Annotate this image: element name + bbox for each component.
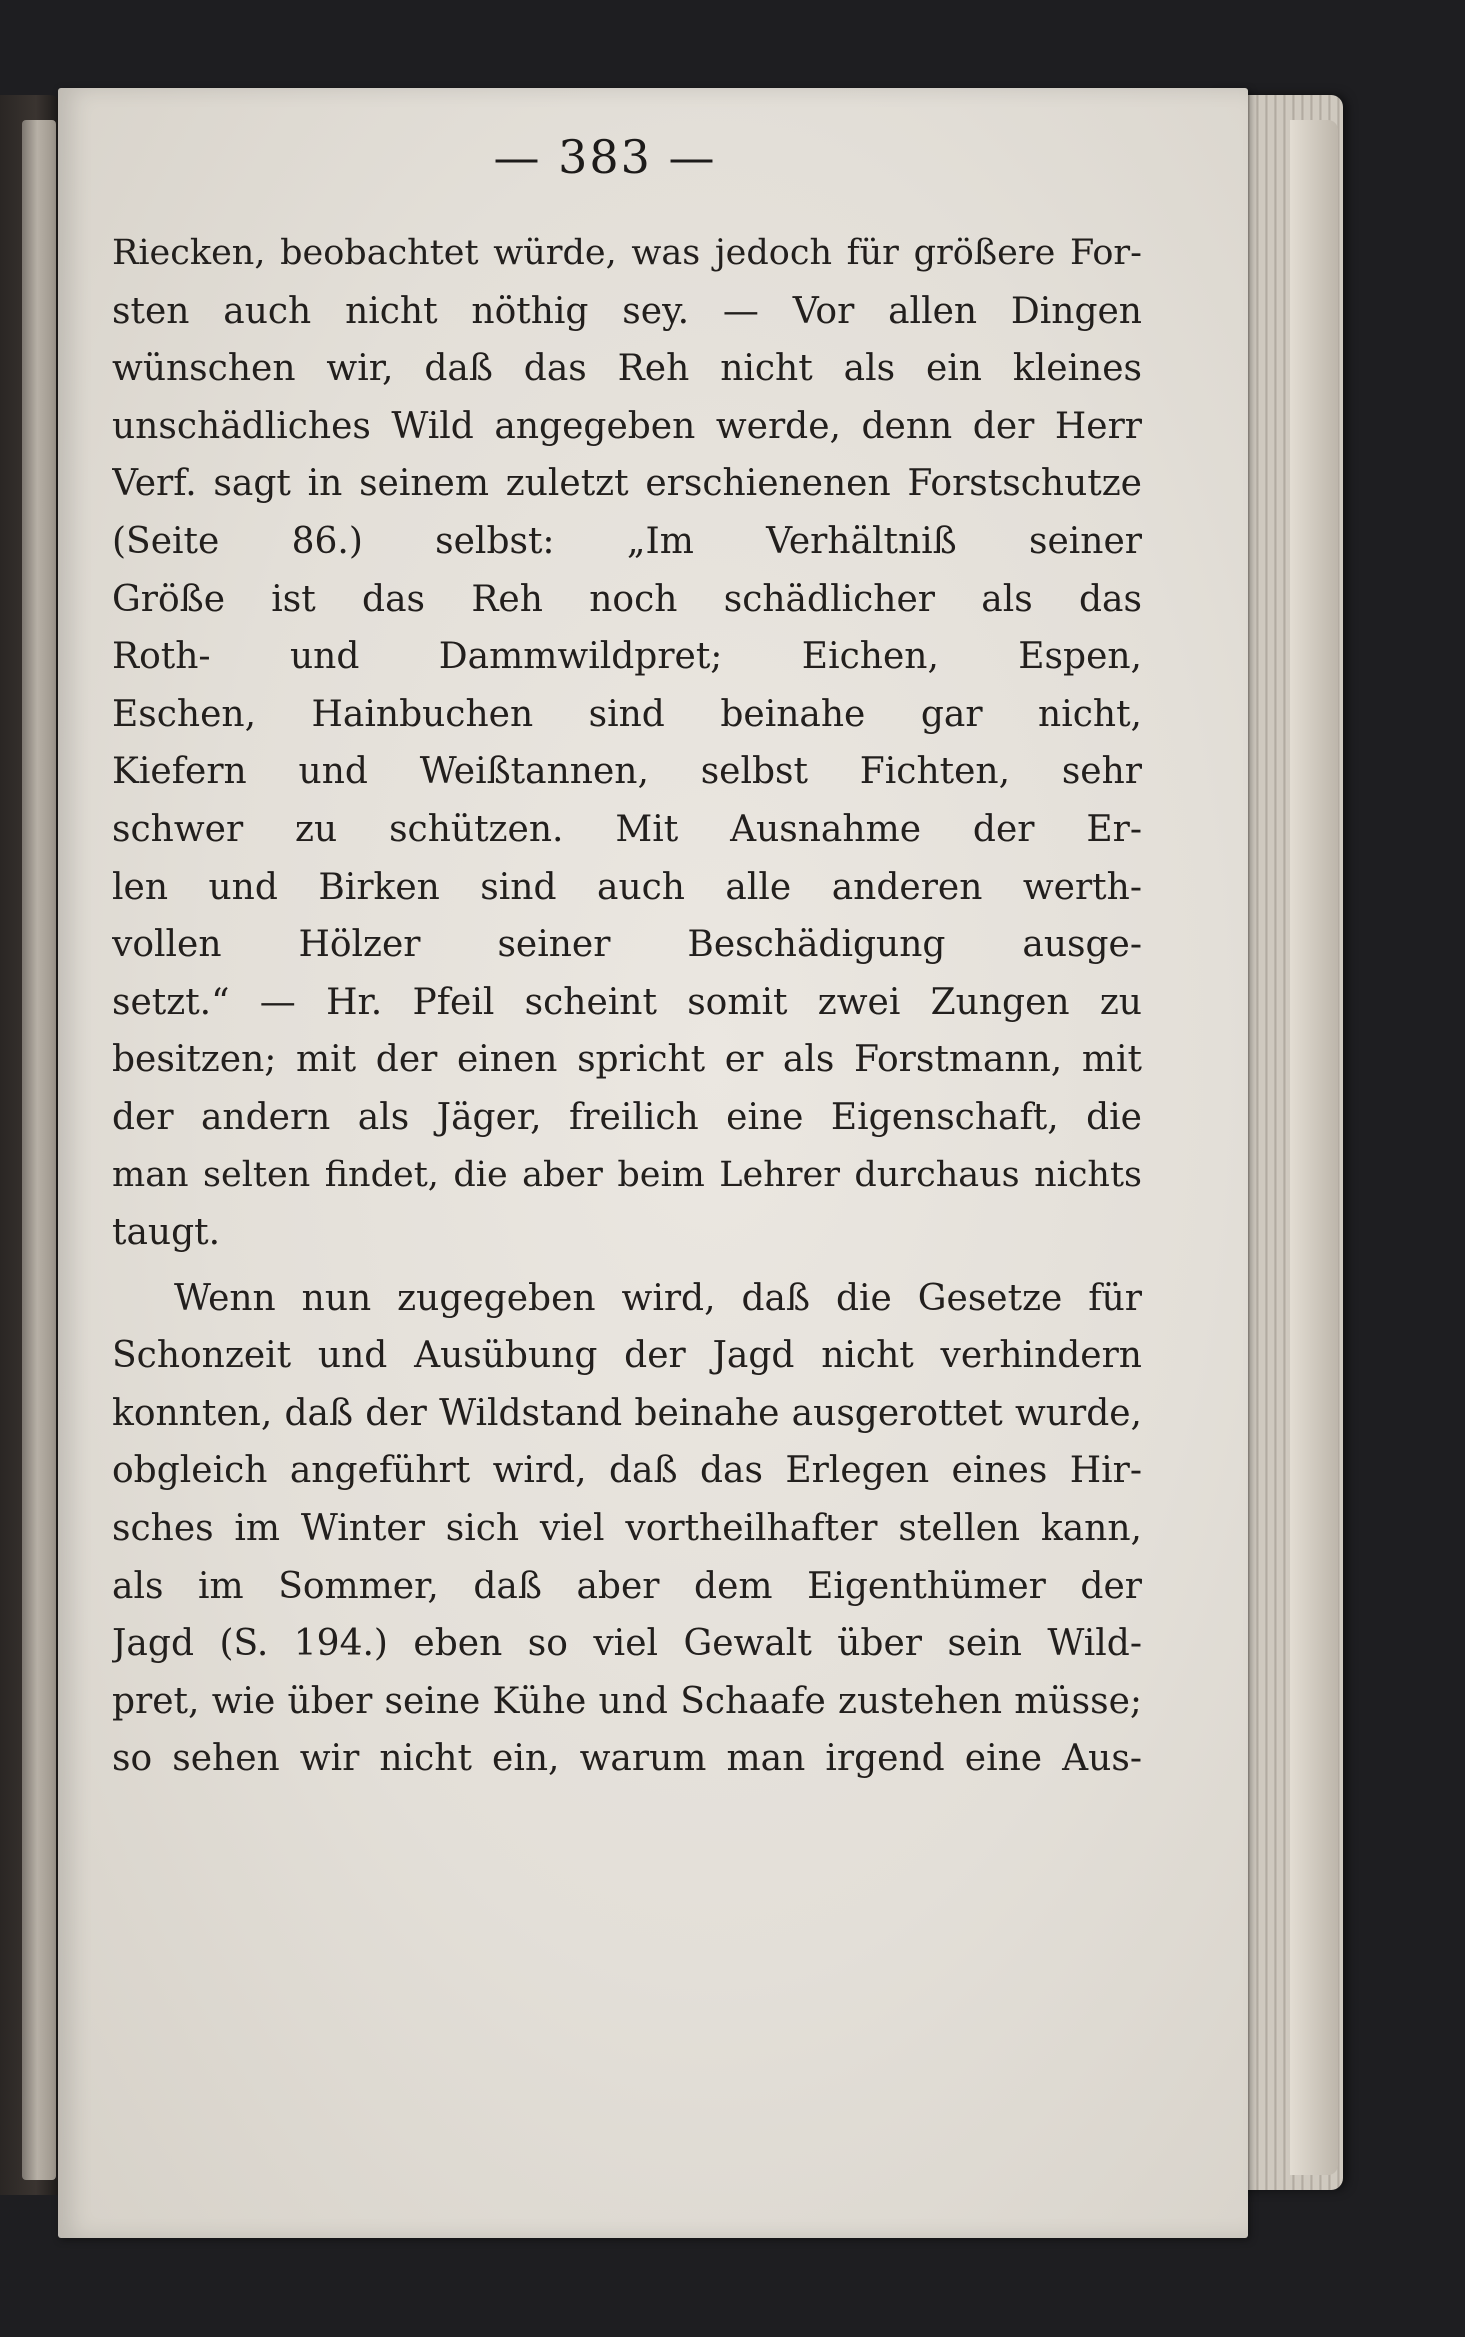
text-line: besitzen; mit der einen spricht er als Forstmann, mit — [112, 1039, 1142, 1081]
text-line: Größe ist das Reh noch schädlicher als das — [112, 578, 1142, 620]
text-line: len und Birken sind auch alle anderen werth- — [112, 866, 1142, 908]
text-line: Kiefern und Weißtannen, selbst Fichten, sehr — [112, 751, 1142, 793]
page-stack-edge — [1290, 120, 1338, 2175]
paragraph-2 — [112, 1270, 1142, 1788]
text-line: vollen Hölzer seiner Beschädigung ausge- — [112, 924, 1142, 966]
text-line: Jagd (S. 194.) eben so viel Gewalt über sein Wild- — [112, 1623, 1142, 1665]
facing-page-edge — [22, 120, 56, 2180]
text-line: sches im Winter sich viel vortheilhafter stellen kann, — [112, 1508, 1142, 1550]
text-line: Wenn nun zugegeben wird, daß die Gesetze für — [174, 1277, 1142, 1319]
paragraph-gap — [112, 1262, 1142, 1270]
text-line: Schonzeit und Ausübung der Jagd nicht verhindern — [112, 1335, 1142, 1377]
text-line: als im Sommer, daß aber dem Eigenthümer der — [112, 1565, 1142, 1607]
text-line: so sehen wir nicht ein, warum man irgend eine Aus- — [112, 1738, 1142, 1780]
text-line: der andern als Jäger, freilich eine Eigenschaft, die — [112, 1096, 1142, 1138]
text-line: unschädliches Wild angegeben werde, denn der Herr — [112, 405, 1142, 447]
text-line: Verf. sagt in seinem zuletzt erschienenen Forstschutze — [112, 463, 1142, 505]
text-line: wünschen wir, daß das Reh nicht als ein kleines — [112, 348, 1142, 390]
paragraph-1 — [112, 225, 1142, 1262]
body-text — [112, 225, 1142, 1788]
text-line: Eschen, Hainbuchen sind beinahe gar nicht, — [112, 693, 1142, 735]
text-line: Roth- und Dammwildpret; Eichen, Espen, — [112, 636, 1142, 678]
text-line: taugt. — [112, 1212, 221, 1254]
text-line: setzt.“ — Hr. Pfeil scheint somit zwei Zungen zu — [112, 981, 1142, 1023]
text-line: sten auch nicht nöthig sey. — Vor allen Dingen — [112, 290, 1142, 332]
text-line: (Seite 86.) selbst: „Im Verhältniß seiner — [112, 520, 1142, 562]
text-line: pret, wie über seine Kühe und Schaafe zustehen müsse; — [112, 1680, 1142, 1722]
text-line: schwer zu schützen. Mit Ausnahme der Er- — [112, 808, 1142, 850]
text-line: man selten findet, die aber beim Lehrer durchaus nichts — [112, 1154, 1142, 1195]
page-number: — 383 — — [493, 130, 717, 184]
text-line: konnten, daß der Wildstand beinahe ausgerottet wurde, — [112, 1392, 1142, 1434]
text-line: obgleich angeführt wird, daß das Erlegen eines Hir- — [112, 1450, 1142, 1492]
text-line: Riecken, beobachtet würde, was jedoch für größere For- — [112, 233, 1142, 273]
